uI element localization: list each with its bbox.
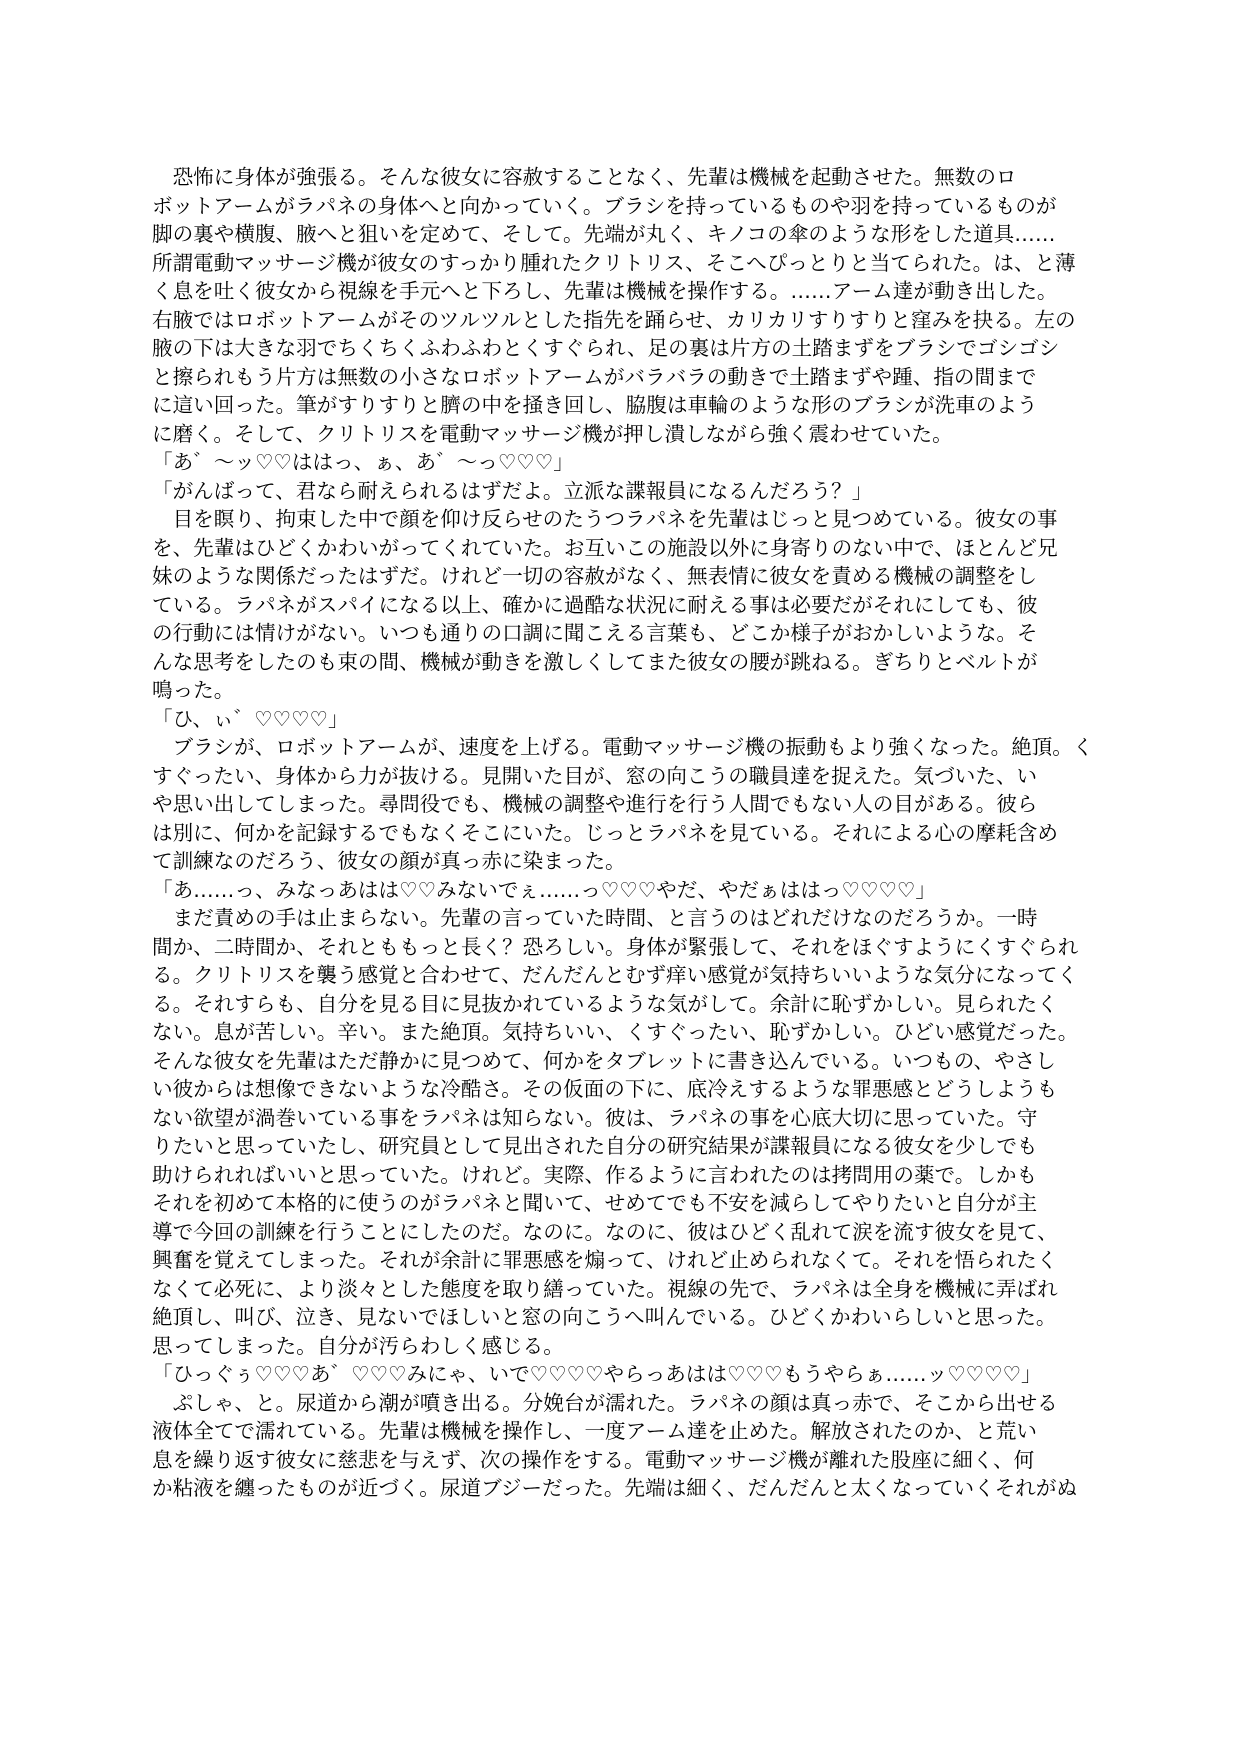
text-line: 妹のような関係だったはずだ。けれど一切の容赦がなく、無表情に彼女を責める機械の調整をし xyxy=(152,564,1038,588)
text-line: る。クリトリスを襲う感覚と合わせて、だんだんとむず痒い感覚が気持ちいいような気分になってく xyxy=(152,963,1078,987)
text-line: すぐったい、身体から力が抜ける。見開いた目が、窓の向こうの職員達を捉えた。気づいた、い xyxy=(152,763,1038,788)
text-line: 恐怖に身体が強張る。そんな彼女に容赦することなく、先輩は機械を起動させた。無数のロ xyxy=(152,165,1017,189)
text-line: 液体全てで濡れている。先輩は機械を操作し、一度アーム達を止めた。解放されたのか、と荒い xyxy=(152,1419,1037,1443)
text-line: 「あ゛〜ッ♡♡ははっ、ぁ、あ゛〜っ♡♡♡」 xyxy=(152,450,574,474)
text-line: は別に、何かを記録するでもなくそこにいた。じっとラパネを見ている。それによる心の摩耗含め xyxy=(152,820,1058,845)
text-line: 腋の下は大きな羽でちくちくふわふわとくすぐられ、足の裏は片方の土踏まずをブラシでゴシゴシ xyxy=(152,336,1060,360)
text-line: か粘液を纏ったものが近づく。尿道ブジーだった。先端は細く、だんだんと太くなっていくそれがぬ xyxy=(152,1476,1078,1500)
text-line: ボットアームがラパネの身体へと向かっていく。ブラシを持っているものや羽を持っているものが xyxy=(152,193,1057,218)
text-line: それを初めて本格的に使うのがラパネと聞いて、せめてでも不安を減らしてやりたいと自分が主 xyxy=(152,1191,1038,1215)
text-line: なくて必死に、より淡々とした態度を取り繕っていた。視線の先で、ラパネは全身を機械に弄ばれ xyxy=(152,1276,1058,1301)
text-line: 間か、二時間か、それとももっと長く？恐ろしい。身体が緊張して、それをほぐすようにくすぐられ xyxy=(152,934,1079,959)
text-line: ブラシが、ロボットアームが、速度を上げる。電動マッサージ機の振動もより強くなった。絶頂。く xyxy=(152,735,1094,759)
text-line: て訓練なのだろう、彼女の顔が真っ赤に染まった。 xyxy=(152,849,626,873)
text-line: ない欲望が渦巻いている事をラパネは知らない。彼は、ラパネの事を心底大切に思っていた。守 xyxy=(152,1105,1038,1130)
text-line: 脚の裏や横腹、腋へと狙いを定めて、そして。先端が丸く、キノコの傘のような形をした道具…… xyxy=(152,222,1056,246)
text-line: 「あ……っ、みなっあはは♡♡みないでぇ……っ♡♡♡やだ、やだぁははっ♡♡♡♡」 xyxy=(152,877,936,902)
text-line: と擦られもう片方は無数の小さなロボットアームがバラバラの動きで土踏まずや踵、指の間まで xyxy=(152,364,1037,389)
text-line: く息を吐く彼女から視線を手元へと下ろし、先輩は機械を操作する。……アーム達が動き出した。 xyxy=(152,279,1058,303)
text-line: 「ひっぐぅ♡♡♡あ゛♡♡♡みにゃ、いで♡♡♡♡やらっあはは♡♡♡もうやらぁ……ッ♡♡♡♡」 xyxy=(152,1362,1042,1386)
text-line: りたいと思っていたし、研究員として見出された自分の研究結果が諜報員になる彼女を少しでも xyxy=(152,1134,1038,1158)
text-line: 目を瞑り、拘束した中で顔を仰け反らせのたうつラパネを先輩はじっと見つめている。彼女の事 xyxy=(152,507,1058,531)
text-line: 鳴った。 xyxy=(152,678,235,702)
text-line: 右腋ではロボットアームがそのツルツルとした指先を踊らせ、カリカリすりすりと窪みを抉る。左の xyxy=(152,307,1076,332)
text-line: 「がんばって、君なら耐えられるはずだよ。立派な諜報員になるんだろう？」 xyxy=(152,478,873,503)
text-line: や思い出してしまった。尋問役でも、機械の調整や進行を行う人間でもない人の目がある。彼ら xyxy=(152,792,1038,816)
text-line: 思ってしまった。自分が汚らわしく感じる。 xyxy=(152,1333,564,1358)
text-line: そんな彼女を先輩はただ静かに見つめて、何かをタブレットに書き込んでいる。いつもの、やさし xyxy=(152,1048,1056,1073)
text-line: んな思考をしたのも束の間、機械が動きを激しくしてまた彼女の腰が跳ねる。ぎちりとベルトが xyxy=(152,649,1038,674)
text-line: 所謂電動マッサージ機が彼女のすっかり腫れたクリトリス、そこへぴっとりと当てられた。は、と薄 xyxy=(152,250,1076,275)
text-line: ている。ラパネがスパイになる以上、確かに過酷な状況に耐える事は必要だがそれにしても、彼 xyxy=(152,592,1038,617)
text-line: まだ責めの手は止まらない。先輩の言っていた時間、と言うのはどれだけなのだろうか。一時 xyxy=(152,906,1038,930)
text-line: 助けられればいいと思っていた。けれど。実際、作るように言われたのは拷問用の薬で。しかも xyxy=(152,1162,1038,1187)
text-line: 「ひ、ぃ゛♡♡♡♡」 xyxy=(152,706,349,731)
text-line: ない。息が苦しい。辛い。また絶頂。気持ちいい、くすぐったい、恥ずかしい。ひどい感覚だった。 xyxy=(152,1020,1079,1044)
text-line: を、先輩はひどくかわいがってくれていた。お互いこの施設以外に身寄りのない中で、ほとんど兄 xyxy=(152,535,1058,560)
text-line: ぷしゃ、と。尿道から潮が噴き出る。分娩台が濡れた。ラパネの顔は真っ赤で、そこから出せる xyxy=(152,1390,1058,1415)
text-line: 興奮を覚えてしまった。それが余計に罪悪感を煽って、けれど止められなくて。それを悟られたく xyxy=(152,1248,1058,1272)
text-line: 息を繰り返す彼女に慈悲を与えず、次の操作をする。電動マッサージ機が離れた股座に細く、何 xyxy=(152,1447,1035,1472)
text-line: に磨く。そして、クリトリスを電動マッサージ機が押し潰しながら強く震わせていた。 xyxy=(152,421,953,446)
document-body xyxy=(152,163,1094,1503)
text-line: 絶頂し、叫び、泣き、見ないでほしいと窓の向こうへ叫んでいる。ひどくかわいらしいと思った。 xyxy=(152,1305,1057,1329)
text-line: に這い回った。筆がすりすりと臍の中を掻き回し、脇腹は車輪のような形のブラシが洗車のよう xyxy=(152,393,1038,417)
text-line: 導で今回の訓練を行うことにしたのだ。なのに。なのに、彼はひどく乱れて涙を流す彼女を見て、 xyxy=(152,1219,1058,1244)
text-line: る。それすらも、自分を見る目に見抜かれているような気がして。余計に恥ずかしい。見られたく xyxy=(152,991,1058,1016)
text-line: の行動には情けがない。いつも通りの口調に聞こえる言葉も、どこか様子がおかしいような。そ xyxy=(152,621,1038,645)
text-line: い彼からは想像できないような冷酷さ。その仮面の下に、底冷えするような罪悪感とどうしようも xyxy=(152,1077,1058,1101)
